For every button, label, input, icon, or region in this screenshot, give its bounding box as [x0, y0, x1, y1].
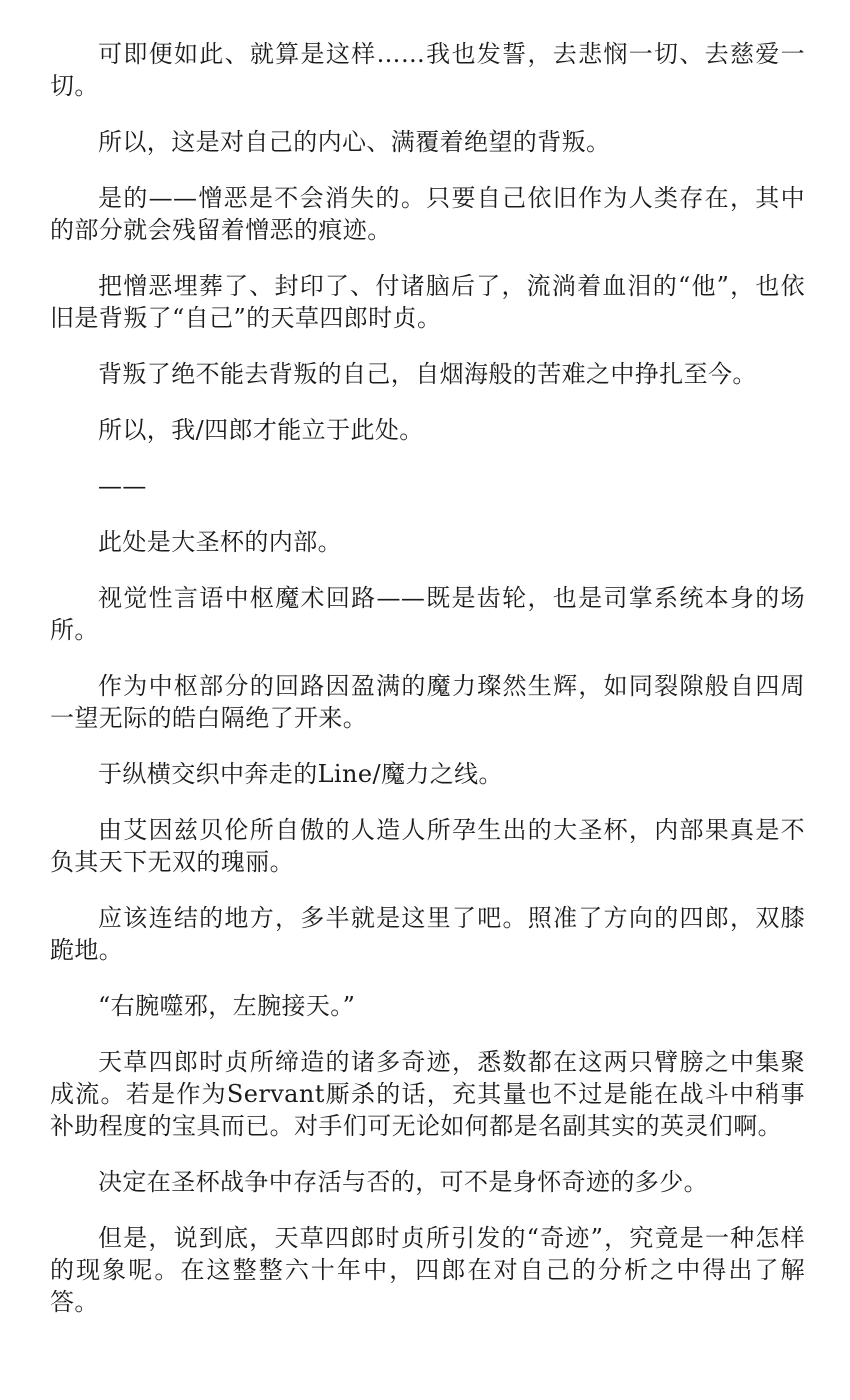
paragraph: 但是，说到底，天草四郎时贞所引发的“奇迹”，究竟是一种怎样的现象呢。在这整整六十年中，四郎在对自己的分析之中得出了解答。 [50, 1224, 805, 1316]
document-body [50, 38, 805, 1342]
paragraph: 所以，这是对自己的内心、满覆着绝望的背叛。 [98, 128, 611, 156]
paragraph: 决定在圣杯战争中存活与否的，可不是身怀奇迹的多少。 [98, 1168, 708, 1196]
paragraph: 此处是大圣杯的内部。 [98, 528, 342, 556]
paragraph: 背叛了绝不能去背叛的自己，自烟海般的苦难之中挣扎至今。 [98, 360, 757, 388]
paragraph: 应该连结的地方，多半就是这里了吧。照准了方向的四郎，双膝跪地。 [50, 904, 805, 964]
paragraph: 由艾因兹贝伦所自傲的人造人所孕生出的大圣杯，内部果真是不负其天下无双的瑰丽。 [50, 816, 805, 876]
paragraph: 所以，我/四郎才能立于此处。 [98, 416, 424, 444]
quote-paragraph: “右腕噬邪，左腕接天。” [98, 992, 356, 1020]
scene-break: —— [98, 472, 147, 500]
paragraph: 把憎恶埋葬了、封印了、付诸脑后了，流淌着血泪的“他”，也依旧是背叛了“自己”的天草四郎时贞。 [50, 272, 805, 332]
paragraph: 可即便如此、就算是这样……我也发誓，去悲悯一切、去慈爱一切。 [50, 40, 805, 100]
paragraph: 天草四郎时贞所缔造的诸多奇迹，悉数都在这两只臂膀之中集聚成流。若是作为Servant厮杀的话，充其量也不过是能在战斗中稍事补助程度的宝具而已。对手们可无论如何都是名副其实的英灵们啊。 [50, 1048, 805, 1140]
paragraph: 作为中枢部分的回路因盈满的魔力璨然生辉，如同裂隙般自四周一望无际的皓白隔绝了开来。 [50, 672, 805, 732]
paragraph: 于纵横交织中奔走的Line/魔力之线。 [98, 760, 503, 788]
paragraph: 是的——憎恶是不会消失的。只要自己依旧作为人类存在，其中的部分就会残留着憎恶的痕迹。 [50, 184, 805, 244]
paragraph: 视觉性言语中枢魔术回路——既是齿轮，也是司掌系统本身的场所。 [50, 584, 805, 644]
